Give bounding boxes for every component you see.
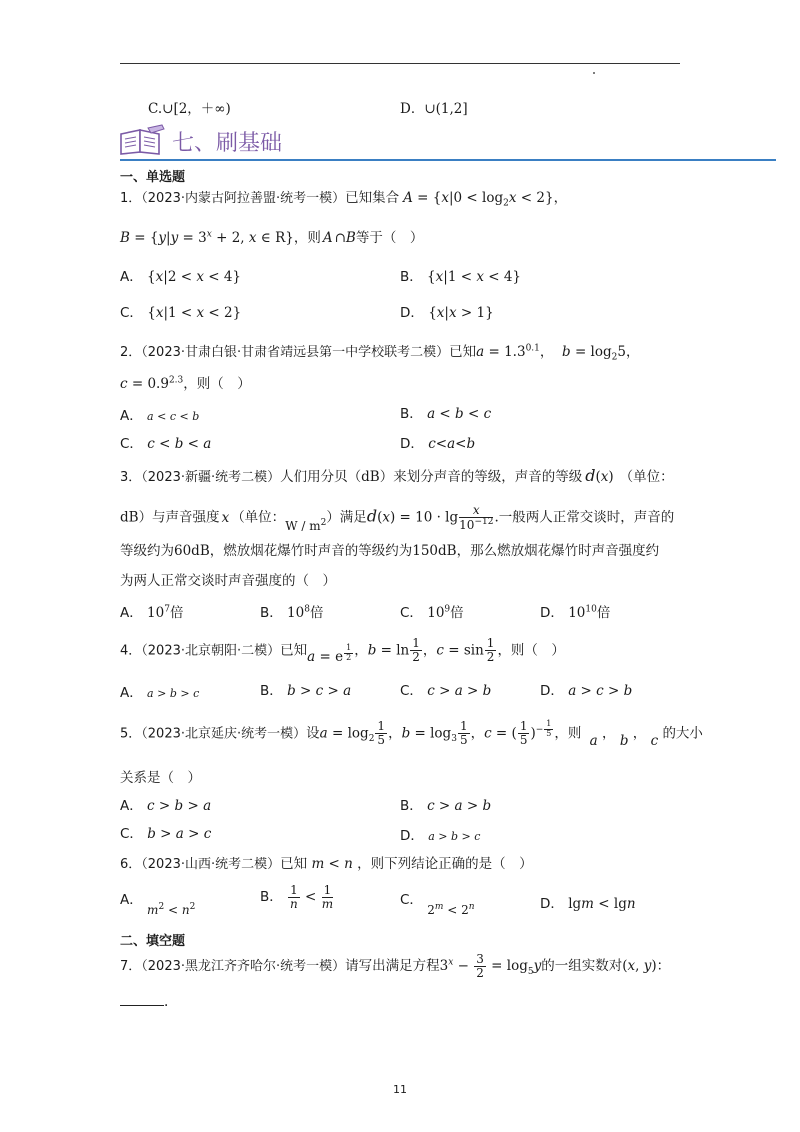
q1-option-d[interactable]: D． {x|x > 1} [400, 305, 494, 321]
question-1-line2: $B = \{y|y = 3^x + 2$, x ∈ R}，则 A ∩B等于（ ） [120, 229, 424, 246]
q5-option-d[interactable]: D． a > b > c [400, 828, 481, 844]
header-dot [593, 72, 595, 74]
question-2: 2．（2023·甘肃白银·甘肃省靖远县第一中学校联考二模）已知$a = 1.3^{0.1}$， $b = \log_25$， [120, 343, 640, 363]
q2-option-b[interactable]: B． a < b < c [400, 406, 492, 422]
q4-option-c[interactable]: C． c > a > b [400, 683, 492, 699]
question-4: 4．（2023·北京朝阳·二模）已知a = e $^{\frac{1}{2}}$ ，b = ln $\frac{1}{2}$ ，c = sin $\frac{1}{2}$ ，则（ ） [120, 636, 565, 666]
question-3: 3．（2023·新疆·统考二模）人们用分贝（dB）来划分声音的等级，声音的等级 d(x) （单位： [120, 466, 674, 485]
question-3-line3: 等级约为60dB，燃放烟花爆竹时声音的等级约为150dB，那么燃放烟花爆竹时声音强度约 [120, 543, 660, 559]
q2-option-a[interactable]: A． a < c < b [120, 408, 200, 424]
question-3-line4: 为两人正常交谈时声音强度的（ ） [120, 573, 336, 589]
q4-option-b[interactable]: B． b > c > a [260, 683, 352, 699]
q3-option-b[interactable]: B． $10^8$倍 [260, 604, 324, 621]
q7-answer-blank[interactable]: . [120, 994, 168, 1010]
part2-title: 二、填空题 [120, 934, 186, 949]
header-rule [120, 63, 680, 64]
section-title: 七、刷基础 [172, 131, 283, 156]
part1-title: 一、单选题 [120, 170, 186, 185]
question-5-line2: 关系是（ ） [120, 770, 201, 786]
prev-option-d: D．∪(1,2] [400, 101, 468, 117]
q6-option-a[interactable]: A． $m^2 < n^2$ [120, 892, 196, 917]
q1-option-c[interactable]: C． {x|1 < x < 2} [120, 305, 242, 321]
question-7: 7．（2023·黑龙江齐齐哈尔·统考一模）请写出满足方程$3^x$ − $\frac{3}{2}$ = $\log_5y$的一组实数对(x, y)： [120, 952, 671, 981]
q4-option-a[interactable]: A． a > b > c [120, 685, 200, 701]
section-rule [120, 159, 776, 161]
q6-option-b[interactable]: B． $\frac{1}{n}$ < $\frac{1}{m}$ [260, 883, 334, 912]
q2-option-d[interactable]: D． c<a<b [400, 436, 476, 452]
q5-option-a[interactable]: A． c > b > a [120, 798, 212, 814]
q4-option-d[interactable]: D． a > c > b [540, 683, 633, 699]
page-number: 11 [393, 1083, 407, 1096]
q3-option-d[interactable]: D． $10^{10}$倍 [540, 604, 611, 621]
question-3-line2: dB）与声音强度 x （单位：W / $m^2$）满足d(x) = 10 · lg $\frac{x}{10^{-12}}$ .一般两人正常交谈时，声音的 [120, 503, 675, 533]
book-icon [118, 124, 168, 160]
question-5: 5．（2023·北京延庆·统考一模）设$a = \log_2$ $\frac{1}{5}$ ，$b = \log_3$ $\frac{1}{5}$ ，c = ( $\frac{1}{5}$ )$^{- \frac{1}{5}}$ ，则 a ， b ， c 的大小 [120, 719, 703, 750]
q5-option-c[interactable]: C． b > a > c [120, 826, 212, 842]
question-2-line2: $c = 0.9^{2.3}$，则（ ） [120, 375, 251, 392]
q5-option-b[interactable]: B． c > a > b [400, 798, 492, 814]
q1-option-a[interactable]: A． {x|2 < x < 4} [120, 269, 242, 285]
question-6: 6．（2023·山西·统考二模）已知 m < n ，则下列结论正确的是（ ） [120, 856, 533, 872]
q3-option-a[interactable]: A． $10^7$倍 [120, 604, 184, 621]
q1-option-b[interactable]: B． {x|1 < x < 4} [400, 269, 522, 285]
question-1: 1．（2023·内蒙古阿拉善盟·统考一模）已知集合 $A = \{x|0 < \log_2x < 2\}$， [120, 190, 568, 209]
prev-option-c: C.∪[2，＋∞) [148, 101, 231, 117]
q6-option-d[interactable]: D． lgm < lgn [540, 896, 636, 912]
q2-option-c[interactable]: C． c < b < a [120, 436, 212, 452]
q3-option-c[interactable]: C． $10^9$倍 [400, 604, 464, 621]
q6-option-c[interactable]: C． $2^m < 2^n$ [400, 892, 475, 917]
